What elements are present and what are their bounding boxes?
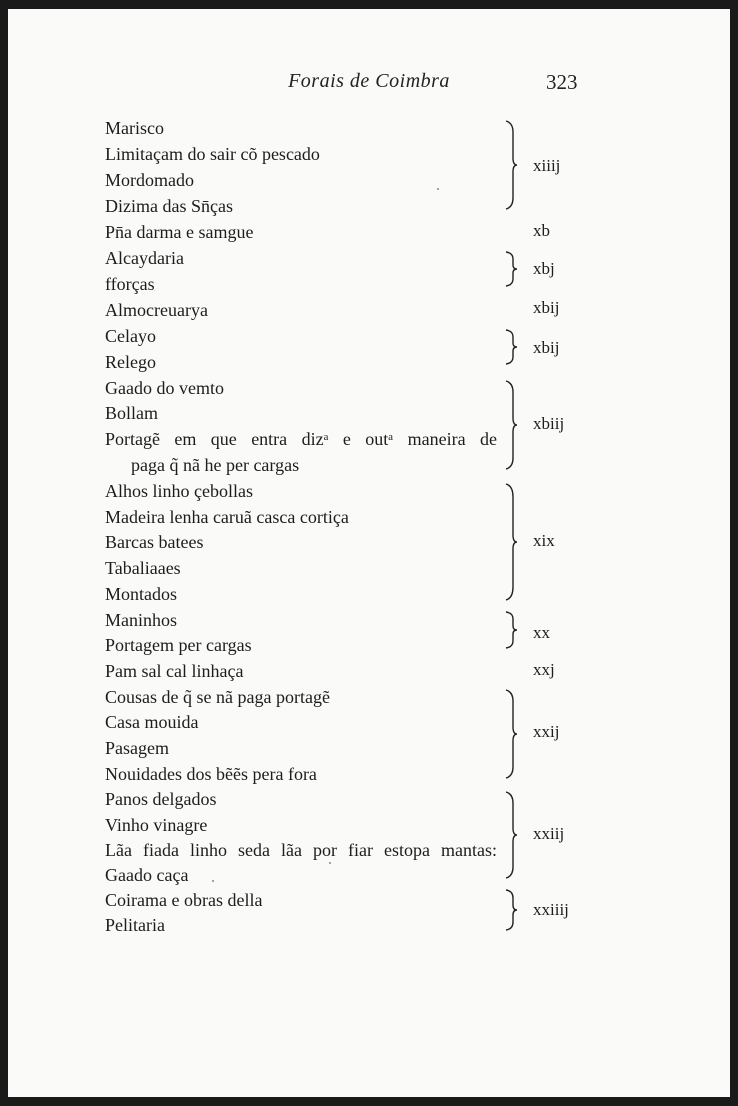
index-entry: Coirama e obras della bbox=[105, 890, 263, 910]
index-entry: Tabaliaaes bbox=[105, 558, 181, 578]
index-entry: Pam sal cal linhaça bbox=[105, 661, 244, 681]
right-brace bbox=[504, 483, 518, 601]
index-entry: Pn̄a darma e samgue bbox=[105, 222, 254, 242]
index-entry: Portagẽ em que entra dizᵃ e outᵃ maneira de bbox=[105, 429, 497, 449]
index-entry-continuation: paga q̃ nã he per cargas bbox=[131, 455, 300, 475]
index-entry: Gaado do vemto bbox=[105, 378, 224, 398]
right-brace bbox=[504, 689, 518, 779]
index-entry: Cousas de q̃ se nã paga portagẽ bbox=[105, 687, 330, 707]
folio-reference: xxij bbox=[533, 722, 560, 741]
index-entry: Bollam bbox=[105, 403, 158, 423]
right-brace bbox=[504, 380, 518, 470]
index-entry: Barcas batees bbox=[105, 532, 204, 552]
index-entry: Pelitaria bbox=[105, 915, 165, 935]
index-entry: Mordomado bbox=[105, 170, 194, 190]
index-entry: Casa mouida bbox=[105, 712, 199, 732]
index-entry: Almocreuarya bbox=[105, 300, 208, 320]
right-brace bbox=[504, 251, 518, 287]
index-entry: Nouidades dos bẽẽs pera fora bbox=[105, 764, 317, 784]
folio-reference: xbij bbox=[533, 298, 560, 317]
index-entry: fforças bbox=[105, 274, 155, 294]
index-entry: Alcaydaria bbox=[105, 248, 184, 268]
right-brace bbox=[504, 611, 518, 649]
index-entry: Marisco bbox=[105, 118, 164, 138]
index-entry: Lãa fiada linho seda lãa por fiar estopa mantas: bbox=[105, 840, 497, 860]
index-entry: Montados bbox=[105, 584, 177, 604]
index-entry: Gaado caça bbox=[105, 865, 189, 885]
right-brace bbox=[504, 120, 518, 210]
folio-reference: xbij bbox=[533, 338, 560, 357]
folio-reference: xiiij bbox=[533, 156, 561, 175]
scan-speck bbox=[212, 880, 214, 882]
folio-reference: xx bbox=[533, 623, 550, 642]
page-number: 323 bbox=[546, 70, 578, 94]
folio-reference: xbiij bbox=[533, 414, 565, 433]
scan-speck bbox=[329, 862, 331, 864]
index-entry: Limitaçam do sair cõ pescado bbox=[105, 144, 320, 164]
folio-reference: xb bbox=[533, 221, 550, 240]
folio-reference: xxj bbox=[533, 660, 555, 679]
scan-speck bbox=[437, 188, 439, 190]
right-brace bbox=[504, 791, 518, 879]
right-brace bbox=[504, 889, 518, 931]
index-entry: Celayo bbox=[105, 326, 156, 346]
folio-reference: xxiiij bbox=[533, 900, 569, 919]
index-entry: Alhos linho çebollas bbox=[105, 481, 253, 501]
index-entry: Portagem per cargas bbox=[105, 635, 252, 655]
right-brace bbox=[504, 329, 518, 365]
index-entry: Vinho vinagre bbox=[105, 815, 208, 835]
index-entry: Panos delgados bbox=[105, 789, 217, 809]
index-entry: Pasagem bbox=[105, 738, 169, 758]
index-entry: Maninhos bbox=[105, 610, 177, 630]
folio-reference: xix bbox=[533, 531, 555, 550]
index-entry: Dizima das Sn̄ças bbox=[105, 196, 233, 216]
folio-reference: xbj bbox=[533, 259, 555, 278]
folio-reference: xxiij bbox=[533, 824, 565, 843]
running-header-title: Forais de Coimbra bbox=[288, 70, 450, 92]
index-entry: Relego bbox=[105, 352, 156, 372]
index-entry: Madeira lenha caruã casca cortiça bbox=[105, 507, 349, 527]
